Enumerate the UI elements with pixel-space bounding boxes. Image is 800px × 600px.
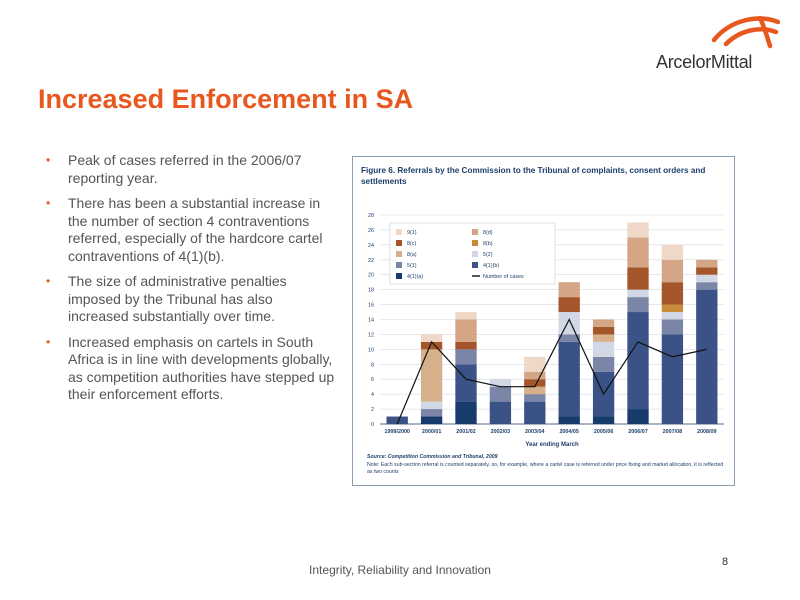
legend-swatch: [472, 229, 478, 235]
y-tick-label: 6: [371, 377, 374, 384]
bullet-list: [46, 152, 336, 412]
legend-swatch: [396, 229, 402, 235]
bullet-item: [46, 195, 336, 265]
bar-segment: [455, 312, 476, 319]
bar-segment: [524, 387, 545, 394]
bar-segment: [662, 245, 683, 260]
bar-segment: [696, 260, 717, 267]
y-tick-label: 14: [368, 317, 374, 324]
legend-swatch: [472, 240, 478, 246]
x-tick-label: 2001/02: [456, 429, 476, 435]
brand-name: ArcelorMittal: [656, 52, 753, 72]
stacked-bar-chart: [353, 157, 734, 485]
bar-segment: [559, 312, 580, 334]
x-tick-label: 2007/08: [662, 429, 683, 435]
bar-segment: [627, 297, 648, 312]
bar-segment: [593, 342, 614, 357]
x-tick-label: 2005/06: [593, 429, 614, 435]
bar-segment: [455, 342, 476, 349]
bar-segment: [627, 237, 648, 267]
x-tick-label: 2004/05: [559, 429, 579, 435]
y-tick-label: 16: [368, 302, 374, 309]
bar-segment: [490, 387, 511, 402]
bar-segment: [696, 267, 717, 274]
bar-segment: [559, 342, 580, 417]
bar-segment: [421, 402, 442, 409]
bar-segment: [696, 275, 717, 282]
legend-swatch: [396, 273, 402, 279]
series-line-number-of-cases: [397, 320, 707, 425]
x-tick-label: 2006/07: [628, 429, 648, 435]
figure-source: Source: Competition Commission and Tribunal, 2009: [367, 454, 498, 460]
bar-segment: [696, 290, 717, 424]
bar-segment: [662, 260, 683, 282]
bullet-item: [46, 334, 336, 404]
bar-segment: [662, 320, 683, 335]
y-tick-label: 10: [368, 347, 374, 354]
x-tick-label: 2002/03: [490, 429, 511, 435]
legend-swatch: [396, 251, 402, 257]
bar-segment: [421, 334, 442, 341]
bar-segment: [559, 417, 580, 424]
bullet-icon: •: [46, 334, 51, 349]
bar-segment: [593, 327, 614, 334]
y-tick-label: 20: [368, 272, 374, 279]
bar-segment: [627, 222, 648, 237]
legend-label: 5(1): [407, 263, 417, 269]
y-tick-label: 18: [368, 287, 374, 294]
bar-segment: [593, 417, 614, 424]
legend-swatch: [472, 262, 478, 268]
bar-segment: [524, 402, 545, 424]
bar-segment: [662, 312, 683, 319]
bar-segment: [524, 357, 545, 372]
legend-label: 4(1)(b): [483, 263, 500, 269]
y-tick-label: 4: [371, 392, 374, 399]
slide-title: Increased Enforcement in SA: [38, 84, 414, 114]
legend-label: 5(2): [483, 252, 493, 258]
bullet-icon: •: [46, 274, 51, 288]
bar-segment: [593, 334, 614, 341]
bar-segment: [455, 349, 476, 364]
x-tick-label: 2000/01: [421, 429, 442, 435]
bullet-text: Increased emphasis on cartels in South Africa is in line with developments globally, as competition authorities have stepped up their enforcement efforts.: [68, 333, 335, 402]
bar-segment: [421, 349, 442, 401]
y-tick-label: 22: [368, 257, 374, 264]
bullet-icon: •: [46, 153, 51, 167]
bar-segment: [490, 402, 511, 424]
legend-label: 8(d): [483, 230, 493, 236]
y-tick-label: 0: [371, 422, 374, 428]
bar-segment: [455, 402, 476, 424]
legend-label: 8(c): [407, 241, 417, 247]
bar-segment: [455, 364, 476, 401]
bar-segment: [662, 282, 683, 304]
y-tick-label: 24: [368, 242, 374, 249]
bar-segment: [627, 312, 648, 409]
bar-segment: [627, 267, 648, 289]
bar-segment: [662, 334, 683, 424]
bar-segment: [421, 417, 442, 424]
legend-label: 8(b): [483, 241, 493, 247]
footer-tagline: Integrity, Reliability and Innovation: [309, 563, 491, 577]
y-tick-label: 2: [371, 407, 374, 414]
bullet-text: There has been a substantial increase in the number of section 4 contraventions referred, especially of the hardcore cartel contraventions of 4(1)(b).: [68, 195, 323, 264]
legend-label: 8(a): [407, 252, 417, 258]
page-number: 8: [722, 556, 729, 568]
legend-swatch: [472, 251, 478, 257]
x-tick-label: 2003/04: [525, 429, 545, 435]
bar-segment: [421, 409, 442, 416]
bar-segment: [524, 394, 545, 401]
bullet-text: The size of administrative penalties imposed by the Tribunal has also increased substantially over time.: [68, 273, 287, 324]
y-tick-label: 12: [368, 332, 374, 339]
bar-segment: [696, 282, 717, 289]
bar-segment: [627, 290, 648, 297]
figure-note: Note: Each sub-section referral is counted separately, so, for example, where a cartel case is referred under price fixing and market allocation, it is reflected as two counts: [367, 462, 724, 475]
legend-swatch: [396, 240, 402, 246]
bar-segment: [455, 320, 476, 342]
bullet-icon: •: [46, 196, 51, 210]
bar-segment: [662, 305, 683, 312]
y-tick-label: 28: [368, 213, 374, 219]
bullet-text: Peak of cases referred in the 2006/07 reporting year.: [68, 152, 302, 186]
figure-panel: [352, 156, 735, 486]
bar-segment: [627, 409, 648, 424]
bar-segment: [593, 320, 614, 327]
chart-title: Figure 6. Referrals by the Commission to the Tribunal of complaints, consent orders and settlements: [361, 166, 706, 186]
x-tick-label: 2008/09: [697, 429, 717, 435]
legend-label: 4(1)(a): [407, 274, 424, 280]
bar-segment: [559, 282, 580, 297]
y-tick-label: 8: [371, 362, 374, 369]
legend-label: 9(1): [407, 230, 417, 236]
bar-segment: [559, 297, 580, 312]
x-axis-label: Year ending March: [525, 442, 579, 448]
bullet-item: [46, 152, 336, 187]
legend-label: Number of cases: [483, 274, 524, 280]
y-tick-label: 26: [368, 227, 374, 234]
bar-segment: [593, 357, 614, 372]
bullet-item: [46, 273, 336, 326]
x-tick-label: 1999/2000: [384, 429, 410, 435]
legend-swatch: [396, 262, 402, 268]
